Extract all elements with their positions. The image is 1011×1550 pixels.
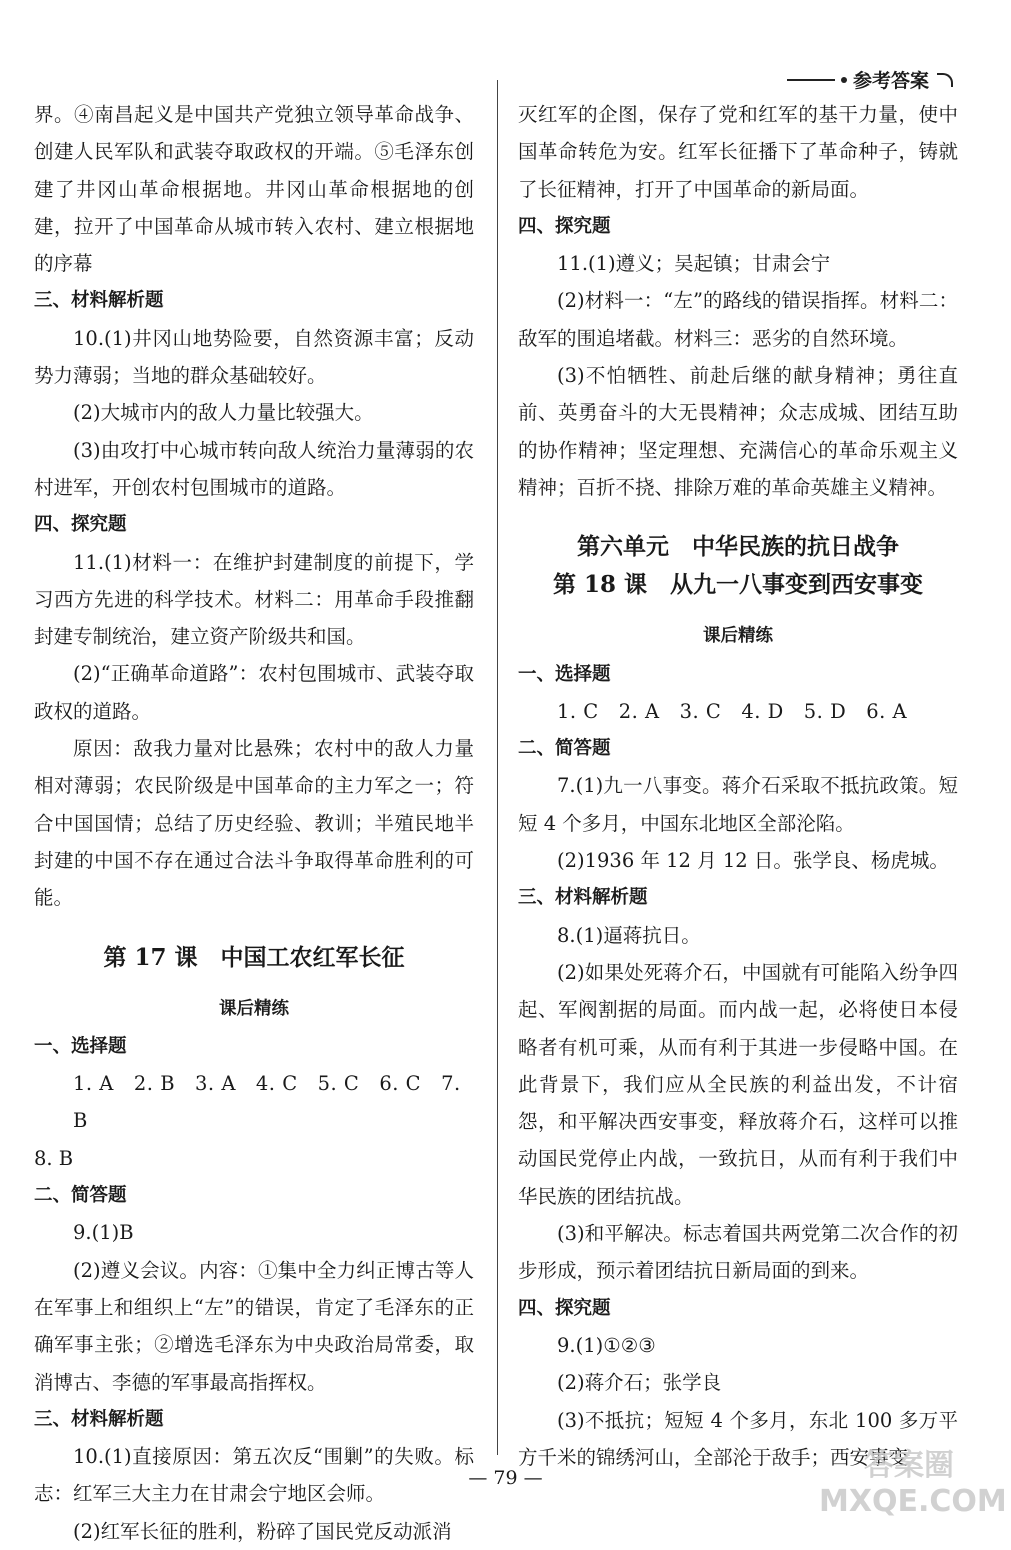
answer-paragraph: (2)“正确革命道路”：农村包围城市、武装夺取政权的道路。: [34, 662, 474, 723]
section-heading: 三、材料解析题: [34, 290, 164, 312]
page-number: — 79 —: [468, 1467, 543, 1489]
section-heading: 二、简答题: [34, 1185, 127, 1207]
right-column: [518, 96, 958, 1476]
answer-paragraph: (3)和平解决。标志着国共两党第二次合作的初步形成，预示着团结抗日新局面的到来。: [518, 1222, 958, 1283]
answer-paragraph: (2)1936 年 12 月 12 日。张学良、杨虎城。: [557, 849, 949, 873]
answer-paragraph: (3)由攻打中心城市转向敌人统治力量薄弱的农村进军，开创农村包围城市的道路。: [34, 438, 474, 499]
answer-paragraph: (3)不怕牺牲、前赴后继的献身精神；勇往直前、英勇奋斗的大无畏精神；众志成城、团结互助的协作精神；坚定理想、充满信心的革命乐观主义精神；百折不挠、排除万难的革命英雄主义精神。: [518, 364, 958, 499]
answer-paragraph: 10.(1)井冈山地势险要，自然资源丰富；反动势力薄弱；当地的群众基础较好。: [34, 326, 474, 388]
answer-paragraph: (2)大城市内的敌人力量比较强大。: [73, 401, 374, 425]
header-rule: [787, 79, 835, 81]
answer-paragraph: (2)蒋介石；张学良: [557, 1371, 722, 1395]
practice-heading: 课后精练: [219, 998, 289, 1019]
section-heading: 二、简答题: [518, 738, 611, 760]
watermark-line: MXQE.COM: [819, 1484, 1007, 1519]
lesson-title: 第 18 课 从九一八事变到西安事变: [552, 571, 924, 599]
choice-answers: 1. C 2. A 3. C 4. D 5. D 6. A: [557, 699, 908, 723]
section-header: [787, 66, 953, 93]
header-curl: [937, 73, 953, 87]
answer-paragraph: (2)材料一：“左”的路线的错误指挥。材料二：敌军的围追堵截。材料三：恶劣的自然环境。: [518, 289, 958, 350]
answer-paragraph: 9.(1)B: [73, 1221, 134, 1245]
answer-paragraph: 8.(1)逼蒋抗日。: [557, 923, 701, 947]
section-heading: 三、材料解析题: [518, 887, 648, 909]
answer-paragraph: (2)如果处死蒋介石，中国就有可能陷入纷争四起、军阀割据的局面。而内战一起，必将使日本侵略者有机可乘，从而有利于其进一步侵略中国。在此背景下，我们应从全民族的利益出发，不计宿怨，和平解决西安事变，释放蒋介石，这样可以推动国民党停止内战，一致抗日，从而有利于我们中华民族的团结抗战。: [518, 960, 958, 1208]
watermark-line: 答案圈: [864, 1448, 954, 1483]
section-heading: 一、选择题: [518, 663, 611, 685]
answer-paragraph: 9.(1)①②③: [557, 1333, 656, 1357]
answer-paragraph: 7.(1)九一八事变。蒋介石采取不抵抗政策。短短 4 个多月，中国东北地区全部沦陷。: [518, 774, 958, 835]
section-heading: 三、材料解析题: [34, 1408, 164, 1430]
answer-paragraph: (3)不抵抗；短短 4 个多月，东北 100 多万平方千米的锦绣河山，全部沦于敌手；西安事变: [518, 1408, 958, 1469]
paragraph: 界。④南昌起义是中国共产党独立领导革命战争、创建人民军队和武装夺取政权的开端。⑤毛泽东创建了井冈山革命根据地。井冈山革命根据地的创建，拉开了中国革命从城市转入农村、建立根据地的序幕: [34, 103, 474, 276]
unit-title: 第六单元 中华民族的抗日战争: [577, 533, 899, 561]
answer-paragraph: 原因：敌我力量对比悬殊；农村中的敌人力量相对薄弱；农民阶级是中国革命的主力军之一；符合中国国情；总结了历史经验、教训；半殖民地半封建的中国不存在通过合法斗争取得革命胜利的可能。: [34, 737, 474, 910]
header-label: 参考答案: [852, 70, 929, 92]
section-heading: 四、探究题: [518, 1297, 611, 1319]
paragraph: 灭红军的企图，保存了党和红军的基干力量，使中国革命转危为安。红军长征播下了革命种子，铸就了长征精神，打开了中国革命的新局面。: [518, 103, 958, 201]
answer-paragraph: (2)红军长征的胜利，粉碎了国民党反动派消: [73, 1519, 452, 1543]
answer-paragraph: 11.(1)材料一：在维护封建制度的前提下，学习西方先进的科学技术。材料二：用革命手段推翻封建专制统治，建立资产阶级共和国。: [34, 550, 474, 649]
section-heading: 一、选择题: [34, 1035, 127, 1057]
watermark-logo: [819, 1448, 1007, 1528]
lesson-title: 第 17 课 中国工农红军长征: [103, 943, 405, 971]
practice-heading: 课后精练: [703, 626, 773, 647]
choice-answers: 1. A 2. B 3. A 4. C 5. C 6. C 7. B: [73, 1072, 461, 1133]
answer-paragraph: 10.(1)直接原因：第五次反“围剿”的失败。标志：红军三大主力在甘肃会宁地区会师。: [34, 1445, 474, 1506]
choice-answers-cont: 8. B: [34, 1146, 74, 1170]
section-heading: 四、探究题: [34, 514, 127, 536]
section-heading: 四、探究题: [518, 215, 611, 237]
answer-paragraph: 11.(1)遵义；吴起镇；甘肃会宁: [557, 252, 831, 276]
left-column: [34, 96, 474, 1550]
header-dot: [841, 77, 847, 83]
column-divider: [497, 80, 498, 1455]
answer-paragraph: (2)遵义会议。内容：①集中全力纠正博古等人在军事上和组织上“左”的错误，肯定了毛泽东的正确军事主张；②增选毛泽东为中央政治局常委，取消博古、李德的军事最高指挥权。: [34, 1258, 474, 1394]
